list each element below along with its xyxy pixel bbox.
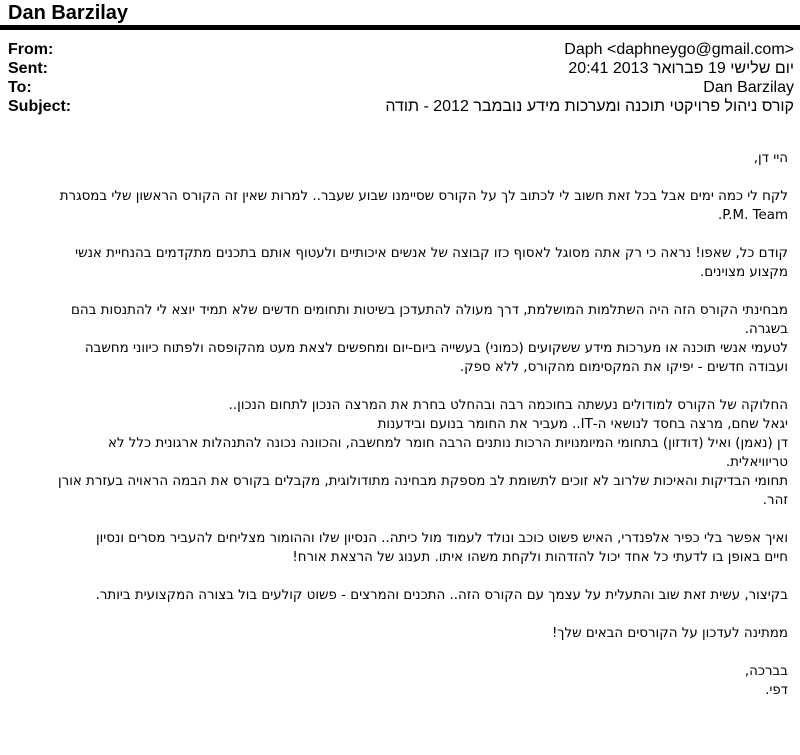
email-headers	[0, 40, 800, 116]
body-line: ועבודה חדשים - יפיקו את המקסימום מהקורס, ללא ספק.	[459, 360, 788, 375]
sent-label: Sent:	[8, 60, 48, 77]
from-label: From:	[8, 41, 54, 58]
sender-name: Dan Barzilay	[8, 2, 129, 24]
from-value: Daph <daphneygo@gmail.com>	[564, 41, 794, 58]
body-line: בשגרה.	[744, 322, 788, 337]
from-row	[0, 40, 800, 59]
body-line: קודם כל, שאפו! נראה כי רק אתה מסוגל לאסוף כזו קבוצה של אנשים איכותיים ולעטוף אותם בתכנים מתקדמים בהנחיית אנשי	[75, 246, 788, 261]
body-line: טריוויאלית.	[725, 455, 788, 470]
title-rule	[0, 25, 800, 30]
body-line: זהר.	[762, 493, 788, 508]
body-line: בקיצור, עשית זאת שוב והתעלית על עצמך עם הקורס הזה.. התכנים והמרצים - פשוט קולעים בול בצורה המקצועית ביותר.	[95, 588, 788, 603]
closing: בברכה,	[744, 664, 788, 679]
body-line: מבחינתי הקורס הזה היה השתלמות המושלמת, דרך מעולה להתעדכן בשיטות ותחומים חדשים שלא תמיד יוצא לי להתנסות בהם	[71, 303, 788, 318]
sent-value: יום שלישי 19 פברואר 2013 20:41	[568, 60, 794, 77]
body-line: לטעמי אנשי תוכנה או מערכות מידע ששקועים (כמוני) בעשייה ביום-יום ומחפשים לצאת מעט מהקופסה ולפתוח כיווני מחשבה	[84, 341, 788, 356]
body-line: P.M. Team.	[718, 208, 788, 223]
body-line: ואיך אפשר בלי כפיר אלפנדרי, האיש פשוט כוכב ונולד לעמוד מול כיתה.. הנסיון שלו וההומור מצליחים להעביר מסרים ונסיון	[96, 531, 788, 546]
subject-label: Subject:	[8, 98, 72, 115]
to-label: To:	[8, 79, 32, 96]
body-line: יגאל שחם, מרצה בחסד לנושאי ה-IT.. מעביר את החומר בנועם ובידענות	[377, 417, 788, 432]
to-value: Dan Barzilay	[703, 79, 794, 96]
greeting: היי דן,	[753, 151, 788, 166]
body-line: תחומי הבדיקות והאיכות שלרוב לא זוכים לתשומת לב מספקת מבחינה מתודולוגית, מקבלים בקורס את הבמה הראויה בעזרת אורן	[57, 474, 788, 489]
to-row	[0, 78, 800, 97]
body-line: דן (נאמן) ואיל (דודזון) בתחומי המיומנויות הרכות נותנים הרבה חומר למחשבה, והכוונה נכונה להתנהלות ארגונית כלל לא	[107, 436, 788, 451]
email-body	[0, 149, 788, 700]
signature: דפי.	[765, 683, 788, 698]
body-line: החלוקה של הקורס למודולים נעשתה בחוכמה רבה ובהחלט בחרת את המרצה הנכון לתחום הנכון..	[228, 398, 788, 413]
body-line: חיים באופן בו לדעתי כל אחד יכול להזדהות ולקחת משהו איתו. תענוג של הרצאת אורח!	[292, 550, 788, 565]
sent-row	[0, 59, 800, 78]
body-line: לקח לי כמה ימים אבל בכל זאת חשוב לי לכתוב לך על הקורס שסיימנו שבוע שעבר.. למרות שאין זה הקורס הראשון שלי במסגרת	[59, 189, 788, 204]
email-titlebar	[0, 0, 800, 30]
body-line: מקצוע מצוינים.	[699, 265, 788, 280]
body-line: ממתינה לעדכון על הקורסים הבאים שלך!	[551, 626, 788, 641]
subject-value: קורס ניהול פרויקטי תוכנה ומערכות מידע נובמבר 2012 - תודה	[385, 98, 794, 115]
subject-row	[0, 97, 800, 116]
